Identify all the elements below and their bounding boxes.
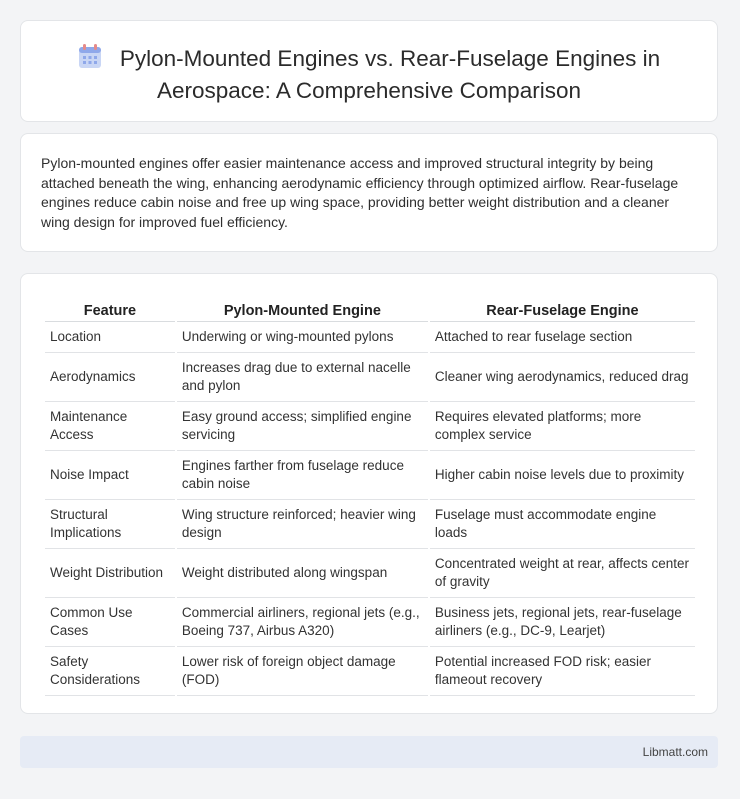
page-title — [21, 43, 717, 105]
comparison-table — [43, 294, 697, 696]
feature-cell: Safety Considerations — [45, 647, 175, 696]
calendar-icon — [78, 43, 102, 76]
table-row — [45, 647, 695, 696]
pylon-cell: Underwing or wing-mounted pylons — [177, 322, 428, 353]
table-header-row — [45, 294, 695, 322]
pylon-cell: Engines farther from fuselage reduce cabin noise — [177, 451, 428, 500]
footer — [20, 736, 718, 768]
rear-cell: Cleaner wing aerodynamics, reduced drag — [430, 353, 695, 402]
pylon-cell: Easy ground access; simplified engine servicing — [177, 402, 428, 451]
table-row — [45, 549, 695, 598]
pylon-cell: Commercial airliners, regional jets (e.g., Boeing 737, Airbus A320) — [177, 598, 428, 647]
feature-cell: Aerodynamics — [45, 353, 175, 402]
rear-cell: Attached to rear fuselage section — [430, 322, 695, 353]
feature-cell: Common Use Cases — [45, 598, 175, 647]
header-feature: Feature — [45, 294, 175, 322]
title-text: Pylon-Mounted Engines vs. Rear-Fuselage Engines in Aerospace: A Comprehensive Comparison — [119, 46, 661, 103]
header-rear: Rear-Fuselage Engine — [430, 294, 695, 322]
table-row — [45, 322, 695, 353]
table-row — [45, 451, 695, 500]
title-card — [20, 20, 718, 122]
feature-cell: Location — [45, 322, 175, 353]
comparison-card — [20, 273, 718, 714]
feature-cell: Maintenance Access — [45, 402, 175, 451]
rear-cell: Concentrated weight at rear, affects center of gravity — [430, 549, 695, 598]
summary-card — [20, 133, 718, 252]
table-row — [45, 500, 695, 549]
summary-text: Pylon-mounted engines offer easier maintenance access and improved structural integrity by being attached beneath the wing, enhancing aerodynamic efficiency through optimized airflow. Rear-fuselage engines reduce cabin noise and free up wing space, providing better weight distribution and a cleaner wing design for improved fuel efficiency. — [41, 155, 679, 230]
pylon-cell: Increases drag due to external nacelle and pylon — [177, 353, 428, 402]
rear-cell: Higher cabin noise levels due to proximity — [430, 451, 695, 500]
table-row — [45, 402, 695, 451]
feature-cell: Structural Implications — [45, 500, 175, 549]
pylon-cell: Lower risk of foreign object damage (FOD) — [177, 647, 428, 696]
rear-cell: Fuselage must accommodate engine loads — [430, 500, 695, 549]
feature-cell: Noise Impact — [45, 451, 175, 500]
table-row — [45, 353, 695, 402]
rear-cell: Requires elevated platforms; more complex service — [430, 402, 695, 451]
rear-cell: Business jets, regional jets, rear-fuselage airliners (e.g., DC-9, Learjet) — [430, 598, 695, 647]
feature-cell: Weight Distribution — [45, 549, 175, 598]
footer-brand-link[interactable]: Libmatt.com — [642, 745, 708, 759]
pylon-cell: Weight distributed along wingspan — [177, 549, 428, 598]
pylon-cell: Wing structure reinforced; heavier wing design — [177, 500, 428, 549]
header-pylon: Pylon-Mounted Engine — [177, 294, 428, 322]
rear-cell: Potential increased FOD risk; easier flameout recovery — [430, 647, 695, 696]
table-row — [45, 598, 695, 647]
